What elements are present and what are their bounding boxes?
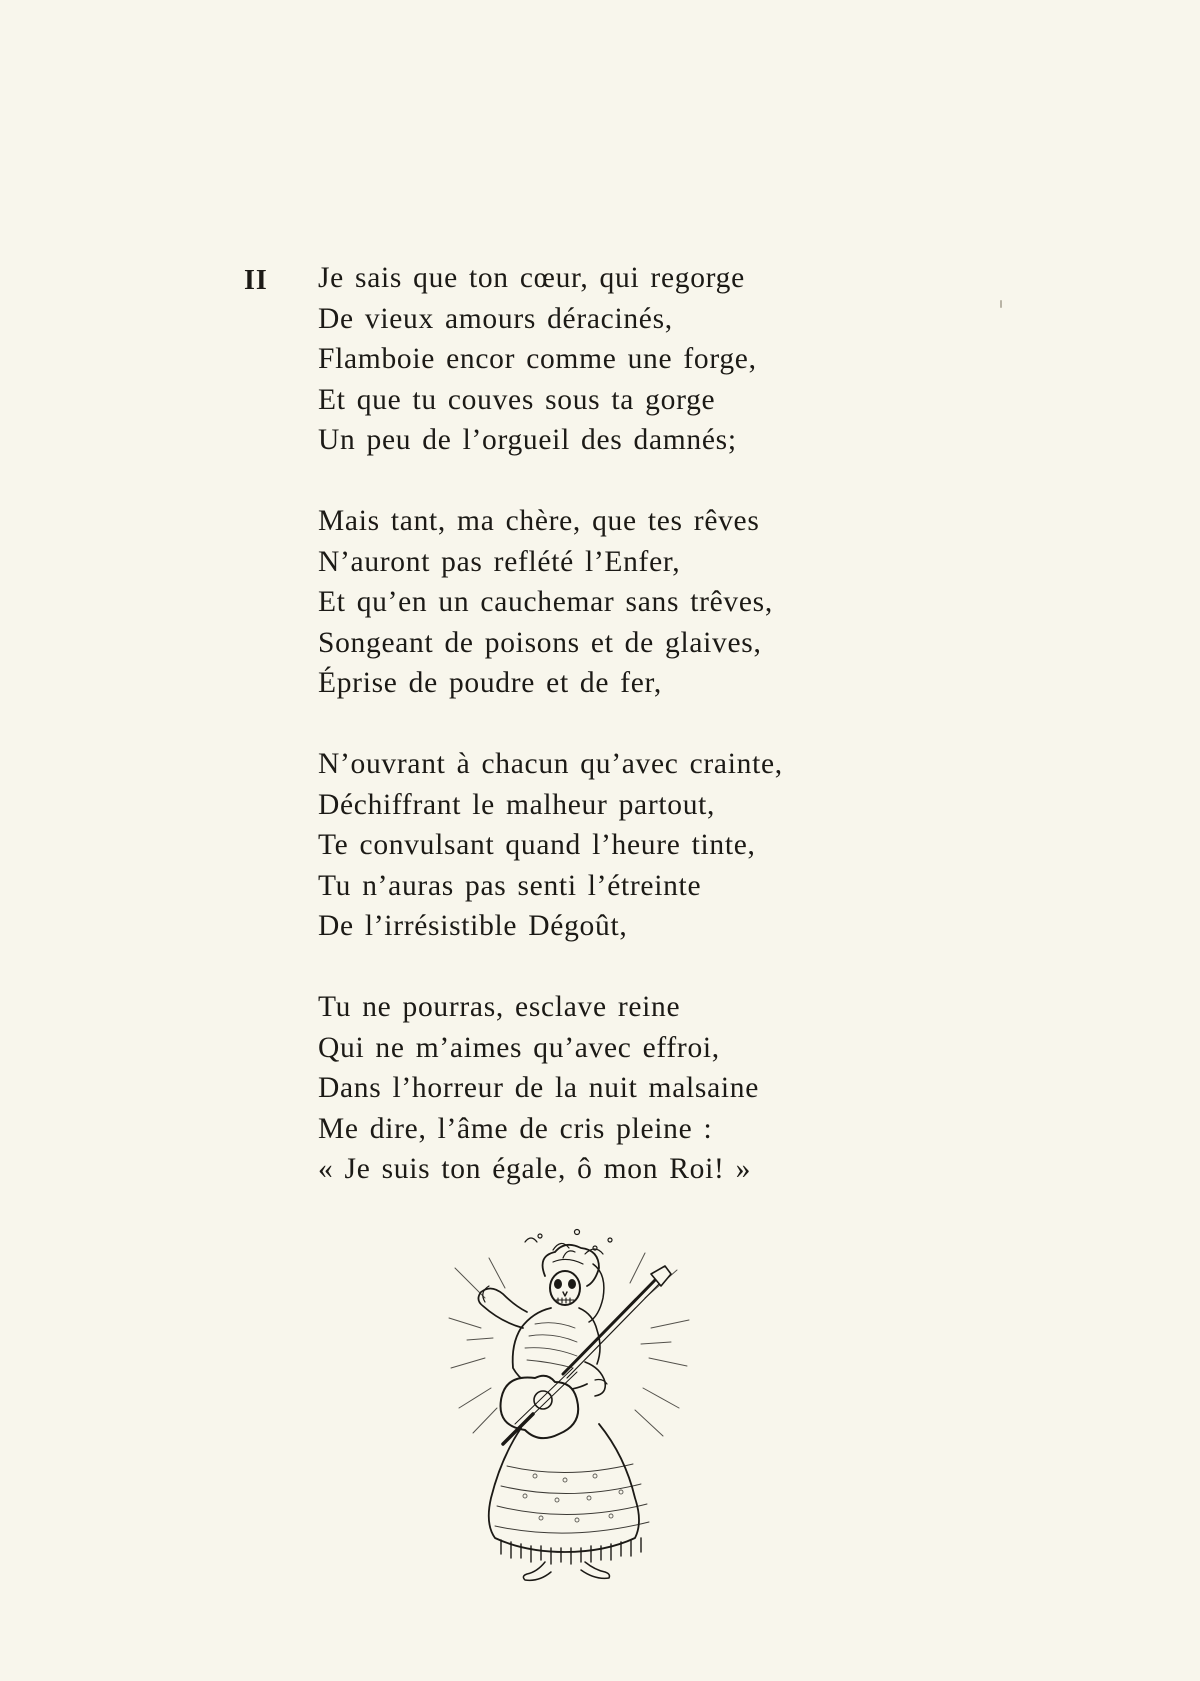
poem-line: Te convulsant quand l’heure tinte,: [318, 829, 756, 861]
poem-line: N’ouvrant à chacun qu’avec crainte,: [318, 748, 783, 780]
poem-line: Qui ne m’aimes qu’avec effroi,: [318, 1031, 720, 1064]
poem-line: De l’irrésistible Dégoût,: [318, 910, 628, 942]
section-number: II: [244, 265, 268, 296]
poem: [318, 258, 878, 1230]
poem-line: De vieux amours déracinés,: [318, 302, 673, 335]
poem-line: Je sais que ton cœur, qui regorge: [318, 262, 745, 294]
skeleton-guitarist-engraving-icon: [445, 1228, 695, 1588]
poem-line: Mais tant, ma chère, que tes rêves: [318, 505, 760, 537]
poem-line: Et qu’en un cauchemar sans trêves,: [318, 586, 773, 618]
paper-speck: [1000, 300, 1002, 308]
poem-line: Songeant de poisons et de glaives,: [318, 626, 762, 659]
poem-line: Et que tu couves sous ta gorge: [318, 383, 716, 416]
poem-line: Un peu de l’orgueil des damnés;: [318, 424, 737, 456]
poem-line: N’auront pas reflété l’Enfer,: [318, 545, 681, 578]
poem-line: Tu ne pourras, esclave reine: [318, 991, 681, 1023]
stanza-2: [318, 501, 878, 704]
poem-line: Éprise de poudre et de fer,: [318, 667, 662, 699]
stanza-4: [318, 987, 878, 1190]
stanza-1: [318, 258, 878, 461]
poem-line: Tu n’auras pas senti l’étreinte: [318, 869, 702, 902]
poem-line: « Je suis ton égale, ô mon Roi! »: [318, 1153, 752, 1185]
poem-line: Me dire, l’âme de cris pleine :: [318, 1112, 713, 1145]
poem-line: Déchiffrant le malheur partout,: [318, 788, 716, 821]
poem-line: Dans l’horreur de la nuit malsaine: [318, 1072, 760, 1104]
poem-line: Flamboie encor comme une forge,: [318, 343, 757, 375]
stanza-3: [318, 744, 878, 947]
